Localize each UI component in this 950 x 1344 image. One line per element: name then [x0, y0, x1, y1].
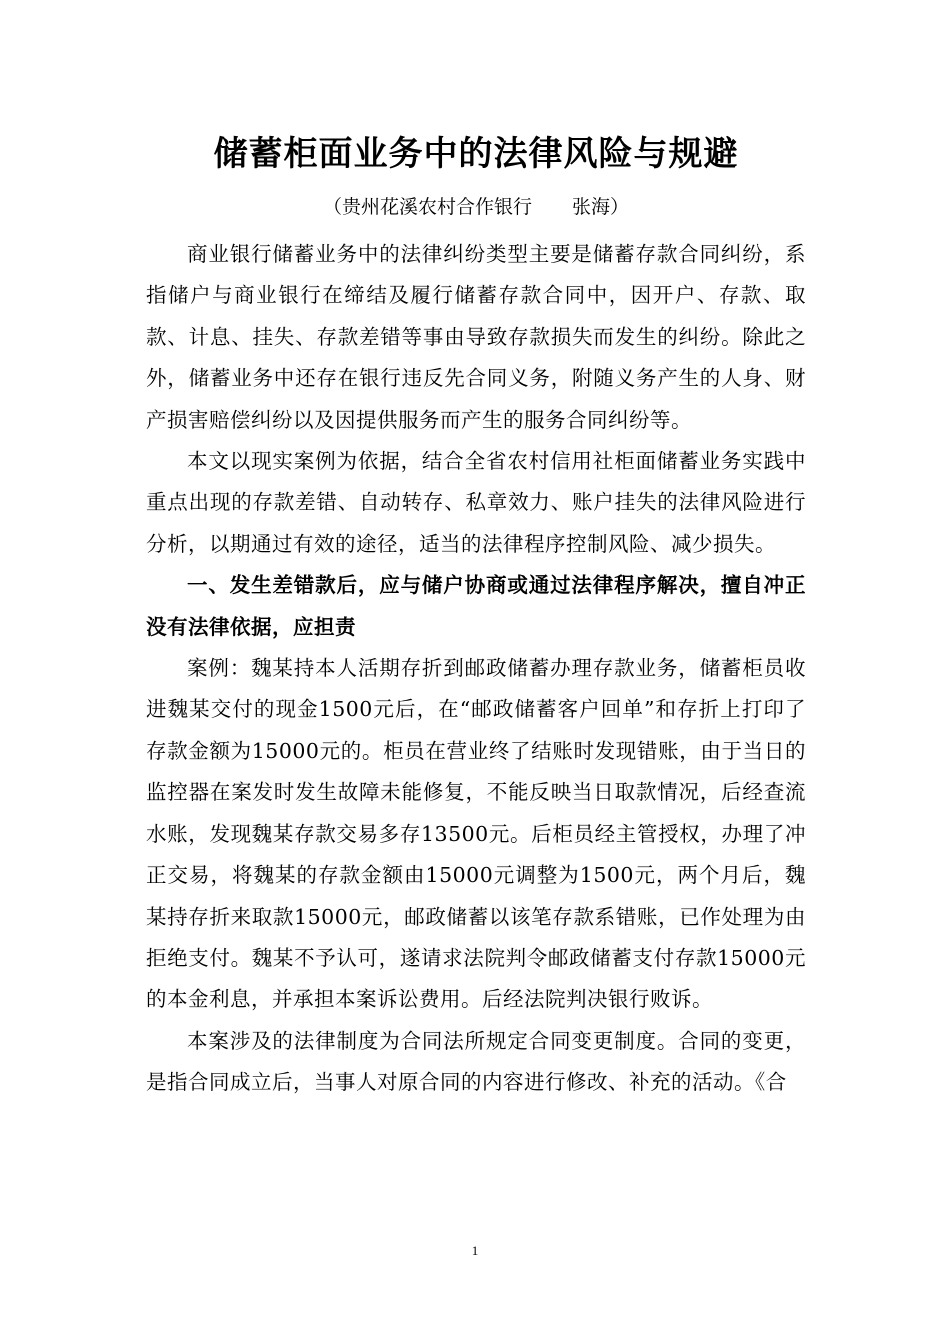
case-paragraph: 案例：魏某持本人活期存折到邮政储蓄办理存款业务，储蓄柜员收进魏某交付的现金1500元后，在“邮政储蓄客户回单”和存折上打印了存款金额为15000元的。柜员在营业终了结账时发现错账，由于当日的监控器在案发时发生故障未能修复，不能反映当日取款情况，后经查流水账，发现魏某存款交易多存13500元。后柜员经主管授权，办理了冲正交易，将魏某的存款金额由15000元调整为1500元，两个月后，魏某持存折来取款15000元，邮政储蓄以该笔存款系错账，已作处理为由拒绝支付。魏某不予认可，遂请求法院判令邮政储蓄支付存款15000元的本金利息，并承担本案诉讼费用。后经法院判决银行败诉。 — [146, 656, 806, 1012]
page-number: 1 — [471, 1243, 479, 1258]
intro-paragraph: 商业银行储蓄业务中的法律纠纷类型主要是储蓄存款合同纠纷，系指储户与商业银行在缔结及履行储蓄存款合同中，因开户、存款、取款、计息、挂失、存款差错等事由导致存款损失而发生的纠纷。除此之外，储蓄业务中还存在银行违反先合同义务，附随义务产生的人身、财产损害赔偿纠纷以及因提供服务而产生的服务合同纠纷等。 — [146, 242, 806, 432]
document-body — [146, 126, 806, 1104]
section-heading-1: 一、发生差错款后，应与储户协商或通过法律程序解决，擅自冲正没有法律依据，应担责 — [146, 573, 806, 639]
author-name: 张海） — [572, 196, 630, 218]
document-title: 储蓄柜面业务中的法律风险与规避 — [213, 134, 739, 174]
scope-paragraph: 本文以现实案例为依据，结合全省农村信用社柜面储蓄业务实践中重点出现的存款差错、自动转存、私章效力、账户挂失的法律风险进行分析，以期通过有效的途径，适当的法律程序控制风险、减少损失。 — [146, 449, 806, 556]
analysis-paragraph: 本案涉及的法律制度为合同法所规定合同变更制度。合同的变更，是指合同成立后，当事人对原合同的内容进行修改、补充的活动。《合 — [146, 1028, 806, 1095]
author-line — [146, 190, 806, 224]
author-affiliation: （贵州花溪农村合作银行 — [322, 196, 532, 218]
